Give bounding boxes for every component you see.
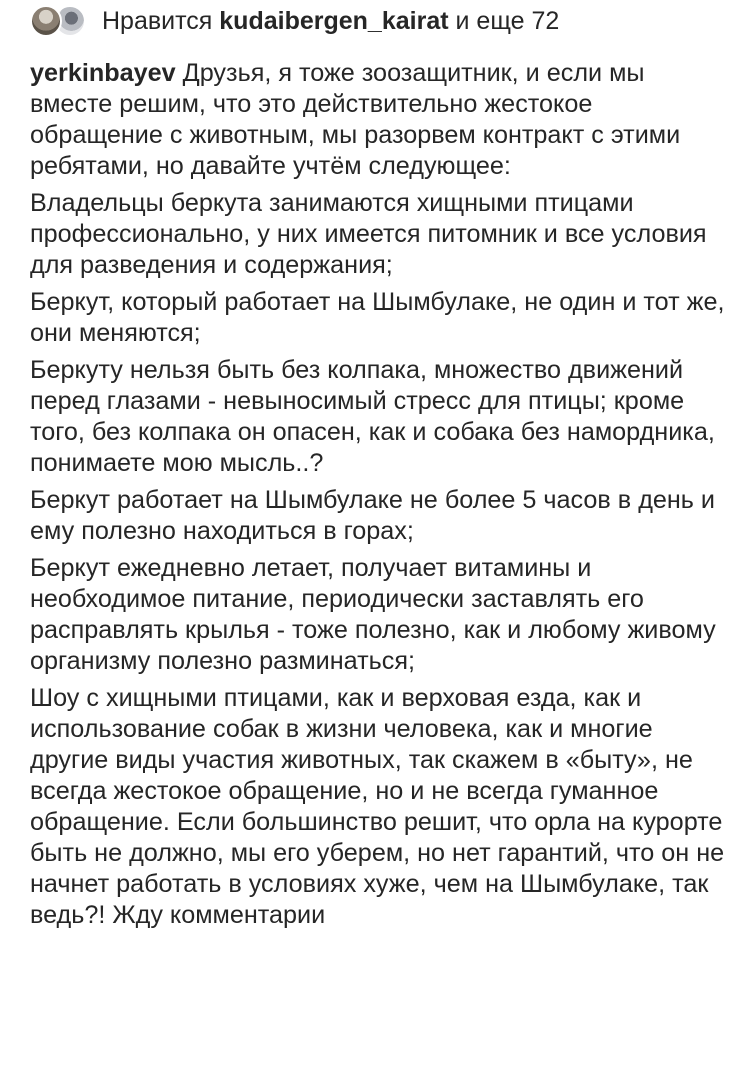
likes-row xyxy=(30,3,559,39)
liker-avatars[interactable] xyxy=(30,4,92,38)
caption-paragraph: Беркут, который работает на Шымбулаке, не один и тот же, они меняются; xyxy=(30,288,725,347)
post-caption xyxy=(30,58,730,937)
avatar[interactable] xyxy=(30,5,62,37)
likes-prefix: Нравится xyxy=(102,7,213,35)
caption-paragraph: Владельцы беркута занимаются хищными птицами профессионально, у них имеется питомник и все условия для разведения и содержания; xyxy=(30,189,707,279)
caption-paragraph: Беркут ежедневно летает, получает витамины и необходимое питание, периодически заставлять его расправлять крылья - тоже полезно, как и любому живому организму полезно разминаться; xyxy=(30,554,716,675)
likes-summary[interactable] xyxy=(102,3,559,39)
author-username-link[interactable]: yerkinbayev xyxy=(30,59,176,87)
caption-paragraph: Беркут работает на Шымбулаке не более 5 часов в день и ему полезно находиться в горах; xyxy=(30,486,715,545)
caption-text: Друзья, я тоже зоозащитник, и если мы вместе решим, что это действительно жестокое обращение с животным, мы разорвем контракт с этими ребятами, но давайте учтём следующее: xyxy=(30,59,681,180)
caption-paragraph xyxy=(30,58,730,182)
caption-paragraph: Беркуту нельзя быть без колпака, множество движений перед глазами - невыносимый стресс для птицы; кроме того, без колпака он опасен, как и собака без намордника, понимаете мою мысль..? xyxy=(30,356,715,477)
liker-username-link[interactable]: kudaibergen_kairat xyxy=(219,7,449,35)
caption-paragraph: Шоу с хищными птицами, как и верховая езда, как и использование собак в жизни человека, как и многие другие виды участия животных, так скажем в «быту», не всегда жестокое обращение, но и не всегда гуманное обращение. Если большинство решит, что орла на курорте быть не должно, мы его уберем, но нет гарантий, что он не начнет работать в условиях хуже, чем на Шымбулаке, так ведь?! Жду комментарии xyxy=(30,684,725,929)
likes-suffix[interactable]: и еще 72 xyxy=(455,7,560,35)
